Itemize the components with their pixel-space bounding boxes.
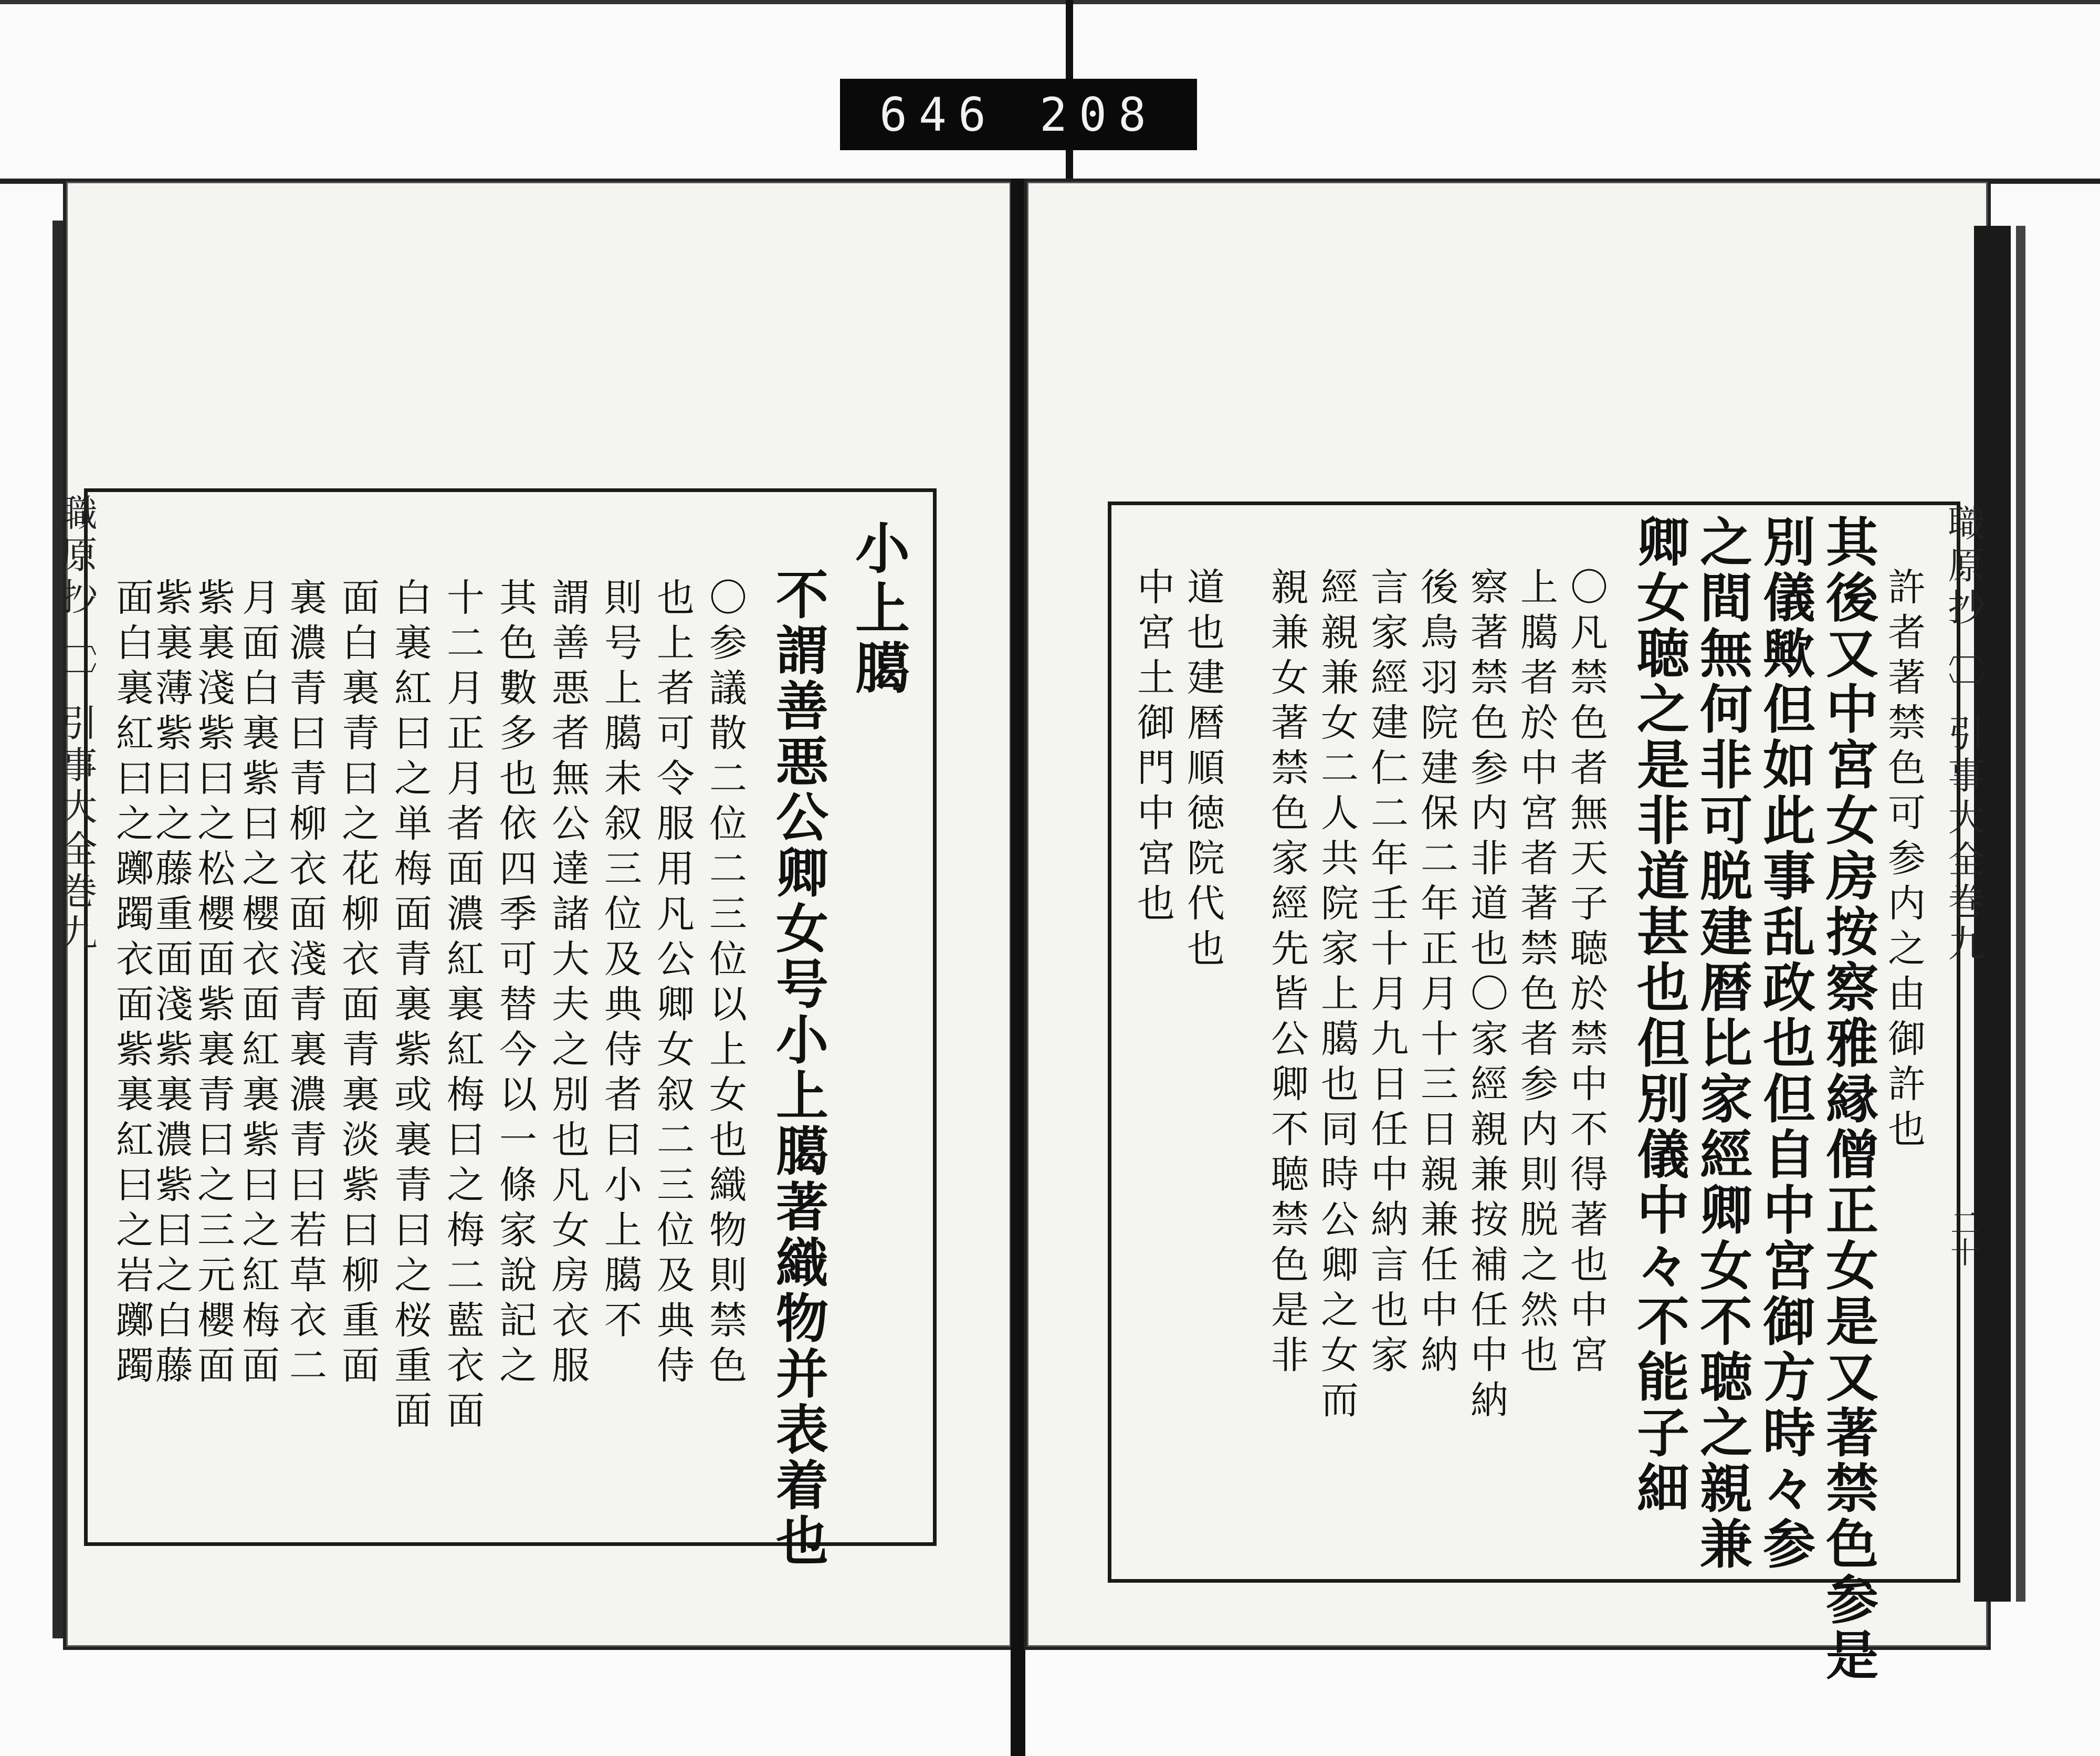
film-frame-label: [840, 79, 1197, 150]
right-col-14: 中宮土御門中宮也: [1131, 567, 1175, 928]
section-heading: 小上臈: [846, 520, 910, 699]
right-col-9: 後鳥羽院建保二年正月十三日親兼任中納: [1414, 567, 1458, 1380]
right-col-2: 其後又中宮女房按察雅縁僧正女是又著禁色参是: [1817, 515, 1879, 1684]
left-col-7: 十二月正月者面濃紅裏紅梅曰之梅二藍衣面: [440, 578, 485, 1436]
left-col-8: 白裏紅曰之単梅面青裏紫或裏青曰之桜重面: [388, 578, 432, 1436]
right-col-1: 許者著禁色可参内之由御許也: [1882, 567, 1926, 1154]
right-col-5: 卿女聴之是非道甚也但別儀中々不能子細: [1628, 515, 1690, 1517]
left-col-10: 裏濃青曰青柳衣面淺青裏濃青曰若草衣二: [283, 578, 327, 1391]
right-col-8: 察著禁色参内非道也〇家經親兼按補任中納: [1464, 567, 1508, 1425]
left-margin-title: 職原抄〔〕引事大全巻九: [55, 494, 98, 956]
left-col-12: 紫裏淺紫曰之松櫻面紫裏青曰之三元櫻面: [191, 578, 235, 1391]
left-col-4: 則号上臈未叙三位及典侍者曰小上臈不: [598, 578, 642, 1345]
left-col-6: 其色數多也依四季可替今以一條家說記之: [493, 578, 537, 1391]
right-col-6: 〇凡禁色者無天子聴於禁中不得著也中宮: [1564, 567, 1608, 1380]
left-col-5: 謂善悪者無公達諸大夫之別也凡女房衣服: [545, 578, 590, 1391]
left-col-1: 不謂善悪公卿女号小上臈著織物并表着也: [767, 567, 829, 1569]
film-top-edge: [0, 0, 2100, 4]
right-col-13: 道也建暦順徳院代也: [1181, 567, 1225, 974]
left-col-3: 也上者可令服用凡公卿女叙二三位及典侍: [650, 578, 695, 1391]
right-col-10: 言家經建仁二年壬十月九日任中納言也家: [1364, 567, 1409, 1380]
left-col-11: 月面白裏紫曰之櫻衣面紅裏紫曰之紅梅面: [236, 578, 280, 1391]
film-reel-number: 646: [879, 87, 998, 142]
right-col-12: 親兼女著禁色家經先皆公卿不聴禁色是非: [1265, 567, 1309, 1380]
right-col-7: 上臈者於中宮者著禁色者参内則脱之然也: [1514, 567, 1558, 1380]
book-spine: [1011, 179, 1025, 1756]
right-col-4: 之間無何非可脱建暦比家經卿女不聴之親兼: [1691, 515, 1753, 1572]
film-frame-number: 208: [1040, 87, 1158, 142]
right-col-3: 別儀歟但如此事乱政也但自中宮御方時々参: [1754, 515, 1816, 1572]
right-margin-title: 職原抄〔〕引事大全巻九: [1942, 504, 1985, 966]
right-page-edge-shadow: [2016, 226, 2025, 1602]
page-number: 二十: [1946, 1208, 1980, 1267]
left-col-14: 面白裏紅曰之躑躅衣面紫裏紅曰之岩躑躅: [110, 578, 154, 1391]
right-col-11: 經親兼女二人共院家上臈也同時公卿之女而: [1315, 567, 1359, 1425]
left-col-13: 紫裏薄紫曰之藤重面淺紫裏濃紫曰之白藤: [149, 578, 193, 1391]
left-col-9: 面白裏青曰之花柳衣面青裏淡紫曰柳重面: [335, 578, 380, 1391]
left-col-2: 〇参議散二位二三位以上女也織物則禁色: [703, 578, 747, 1391]
